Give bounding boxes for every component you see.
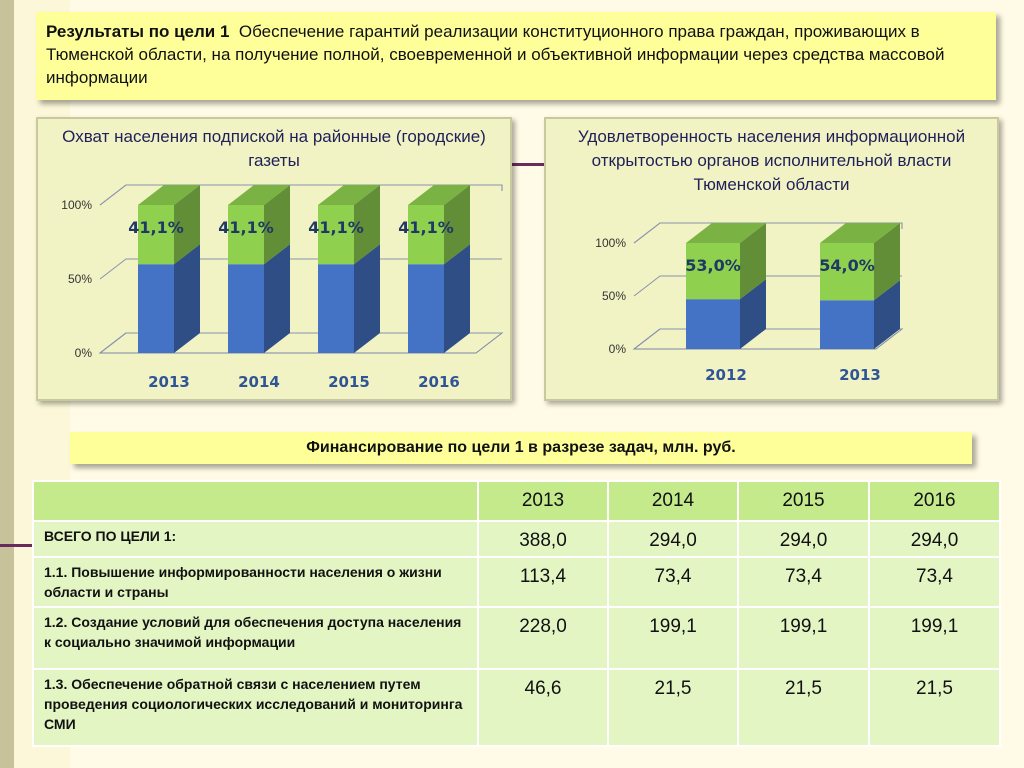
data-label: 41,1% [128,218,184,237]
slide-title [36,12,996,100]
row-label: ВСЕГО ПО ЦЕЛИ 1: [33,521,478,557]
table-row [33,521,1000,557]
bar-segment-front [820,300,874,349]
data-label: 41,1% [218,218,274,237]
financing-title: Финансирование по цели 1 в разрезе задач, млн. руб. [70,432,972,464]
y-tick-label: 50% [67,272,92,286]
cell-value: 199,1 [608,607,738,669]
x-category-label: 2016 [418,373,460,391]
data-label: 41,1% [398,218,454,237]
cell-value: 199,1 [869,607,1000,669]
cell-value: 21,5 [869,669,1000,746]
y-tick-label: 100% [595,236,626,250]
financing-table [32,480,1001,747]
cell-value: 113,4 [478,557,608,607]
year-header: 2013 [478,481,608,521]
bar-segment-front [318,264,354,353]
table-row [33,557,1000,607]
x-category-label: 2012 [705,366,747,384]
data-label: 53,0% [685,256,741,275]
cell-value: 21,5 [608,669,738,746]
y-tick-label: 0% [608,342,626,356]
x-category-label: 2015 [328,373,370,391]
chart-satisfaction [546,119,1001,403]
cell-value: 228,0 [478,607,608,669]
y-tick-label: 0% [74,346,92,360]
table-header-row [33,481,1000,521]
chart-title: Удовлетворенность населения информационной открытостью органов исполнительной власти Тюменской области [577,127,966,194]
chart-subscription [38,119,514,403]
row-label: 1.3. Обеспечение обратной связи с населением путем проведения социологических исследований и мониторинга СМИ [33,669,478,746]
bar-segment-front [686,299,740,349]
cell-value: 199,1 [738,607,869,669]
x-category-label: 2014 [238,373,280,391]
title-bold: Результаты по цели 1 [46,22,230,41]
row-label: 1.1. Повышение информированности населения о жизни области и страны [33,557,478,607]
cell-value: 294,0 [738,521,869,557]
title-text: Обеспечение гарантий реализации конституционного права граждан, проживающих в Тюменской области, на получение полной, своевременной и объективной информации через средства массовой информации [46,22,945,87]
table-row [33,607,1000,669]
x-category-label: 2013 [839,366,881,384]
cell-value: 73,4 [608,557,738,607]
data-label: 54,0% [819,256,875,275]
cell-value: 294,0 [608,521,738,557]
year-header: 2016 [869,481,1000,521]
bar-segment-front [408,264,444,353]
bar-segment-front [138,264,174,353]
year-header: 2015 [738,481,869,521]
divider-line [512,163,546,166]
cell-value: 388,0 [478,521,608,557]
divider-line [0,544,34,547]
row-label: 1.2. Создание условий для обеспечения доступа населения к социально значимой информации [33,607,478,669]
cell-value: 46,6 [478,669,608,746]
left-decor-strip [0,0,14,768]
chart-panel-subscription [36,117,512,401]
chart-panel-satisfaction [544,117,999,401]
x-category-label: 2013 [148,373,190,391]
bar-segment-front [228,264,264,353]
cell-value: 294,0 [869,521,1000,557]
chart-title: Охват населения подпиской на районные (городские) газеты [62,127,486,170]
cell-value: 21,5 [738,669,869,746]
cell-value: 73,4 [869,557,1000,607]
cell-value: 73,4 [738,557,869,607]
year-header: 2014 [608,481,738,521]
table-row [33,669,1000,746]
y-tick-label: 100% [61,198,92,212]
header-cell-empty [33,481,478,521]
y-tick-label: 50% [601,289,626,303]
data-label: 41,1% [308,218,364,237]
